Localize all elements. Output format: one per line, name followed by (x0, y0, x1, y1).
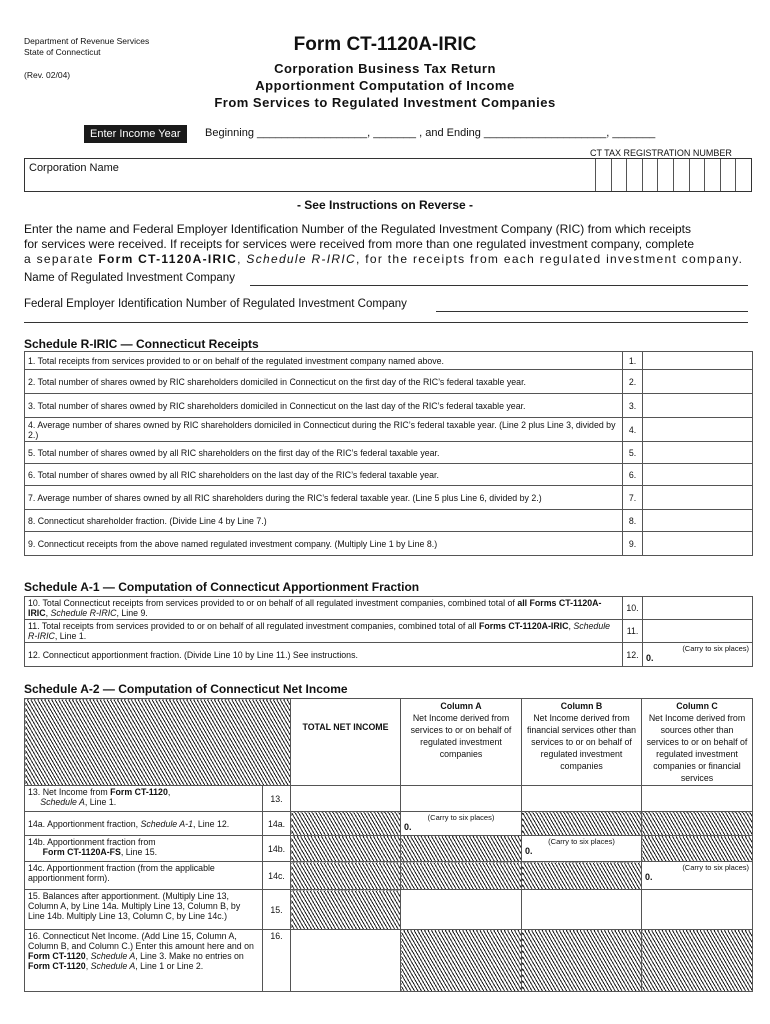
line-15-col-c-input[interactable] (642, 890, 753, 930)
schedule-ref: Schedule A-1 (140, 818, 193, 829)
line-13-col-c-input[interactable] (642, 786, 753, 812)
reg-digit-box[interactable] (626, 159, 642, 191)
line-14a-col-a-input[interactable] (401, 812, 522, 836)
revision-date: (Rev. 02/04) (24, 70, 71, 80)
hatched-cell (291, 836, 401, 862)
row-number: 14c. (28, 863, 45, 873)
line-number-label: 6. (623, 464, 643, 486)
row-description: Total number of shares owned by RIC shareholders domiciled in Connecticut on the last day of the RIC’s federal taxable year. (37, 400, 526, 411)
schedule-ref: Schedule R-IRIC (50, 608, 117, 618)
table-row (25, 643, 753, 667)
row-text: Total receipts from services provided to or on behalf of all regulated investment companies, combined total of all (41, 621, 480, 631)
row-description: Average number of shares owned by RIC shareholders domiciled in Connecticut during the RIC’s federal taxable year. (Line 2 plus Line 3, divided by 2.) (28, 419, 616, 440)
hatched-cell (522, 862, 642, 890)
row-text (25, 418, 623, 442)
line-14c-col-c-input[interactable] (642, 862, 753, 890)
form-ref: Form CT-1120 (28, 951, 86, 961)
row-number: 3. (28, 400, 36, 411)
row-text: , (568, 621, 574, 631)
line-amount-input[interactable] (643, 464, 753, 486)
hatched-cell (642, 812, 753, 836)
form-ref: all Forms CT-1120A-IRIC (28, 598, 602, 618)
table-row (25, 486, 753, 510)
row-text (25, 442, 623, 464)
row-text (25, 510, 623, 532)
line-number-label: 1. (623, 352, 643, 370)
decimal-prefix: 0. (404, 822, 412, 832)
column-desc: Net Income derived from sources other than services to or on behalf of regulated investment companies or financial services (646, 713, 748, 783)
line-amount-input[interactable] (643, 442, 753, 464)
table-row (25, 930, 753, 992)
table-row (25, 418, 753, 442)
hatched-cell (291, 812, 401, 836)
line-14c-label: 14c. (263, 862, 291, 890)
column-title: Column C (676, 701, 718, 711)
row-text (25, 394, 623, 418)
row-15-text (25, 890, 263, 930)
line-amount-input[interactable] (643, 370, 753, 394)
schedule-a1-title: Schedule A-1 — Computation of Connecticut Apportionment Fraction (24, 580, 420, 594)
subtitle-line-1: Corporation Business Tax Return (274, 61, 496, 76)
section-divider (24, 322, 748, 323)
table-row (25, 464, 753, 486)
intro-form-ref: Form CT-1120A-IRIC (98, 252, 238, 266)
line-amount-input[interactable] (643, 510, 753, 532)
row-12-text (25, 643, 623, 667)
line-11-input[interactable] (643, 620, 753, 643)
schedule-ref: Schedule A (40, 797, 85, 807)
row-text (25, 352, 623, 370)
schedule-a2-table (24, 698, 753, 992)
row-text (25, 486, 623, 510)
line-amount-input[interactable] (643, 352, 753, 370)
row-number: 2. (28, 376, 36, 387)
row-text: Connecticut apportionment fraction. (Divide Line 10 by Line 11.) See instructions. (42, 649, 358, 660)
ric-name-label: Name of Regulated Investment Company (24, 272, 235, 284)
row-text: , Line 3. Make no entries on (135, 951, 244, 961)
table-row (25, 890, 753, 930)
table-row (25, 812, 753, 836)
reg-digit-box[interactable] (657, 159, 673, 191)
schedule-ref: Schedule A (90, 961, 136, 971)
table-row (25, 620, 753, 643)
row-number: 12. (28, 649, 41, 660)
row-number: 1. (28, 355, 36, 366)
line-12-input[interactable] (643, 643, 753, 667)
line-number-label: 5. (623, 442, 643, 464)
reg-digit-box[interactable] (689, 159, 705, 191)
column-desc: Net Income derived from services to or on behalf of regulated investment companies (410, 713, 512, 759)
table-row (25, 597, 753, 620)
row-description: Total number of shares owned by RIC shareholders domiciled in Connecticut on the first day of the RIC’s federal taxable year. (37, 376, 526, 387)
row-number: 5. (28, 447, 36, 458)
see-instructions-note: - See Instructions on Reverse - (296, 198, 474, 212)
form-title: Form CT-1120A-IRIC (293, 34, 477, 55)
row-14c-text (25, 862, 263, 890)
row-number: 9. (28, 538, 36, 549)
row-text: Apportionment fraction from (47, 837, 156, 847)
row-description: Connecticut shareholder fraction. (Divide Line 4 by Line 7.) (37, 515, 267, 526)
corporation-name-row (24, 158, 752, 192)
schedule-ref: Schedule A (90, 951, 136, 961)
hatched-cell (642, 836, 753, 862)
row-description: Total number of shares owned by all RIC shareholders on the first day of the RIC’s federal taxable year. (37, 447, 440, 458)
table-row (25, 442, 753, 464)
line-14a-label: 14a. (263, 812, 291, 836)
hatched-cell (401, 862, 522, 890)
column-a-header (401, 699, 522, 786)
hatched-cell (291, 862, 401, 890)
reg-digit-box[interactable] (595, 159, 611, 191)
line-number-label: 4. (623, 418, 643, 442)
carry-note: (Carry to six places) (427, 813, 495, 822)
row-text: , (45, 608, 51, 618)
row-16-text (25, 930, 263, 992)
reg-digit-box[interactable] (642, 159, 658, 191)
row-number: 15. (28, 891, 41, 901)
registration-number-label: CT TAX REGISTRATION NUMBER (590, 148, 732, 158)
income-year-label: Enter Income Year (84, 125, 187, 143)
table-row (25, 532, 753, 556)
row-text: Total Connecticut receipts from services provided to or on behalf of all regulated investment companies, combined total of (42, 598, 518, 608)
line-amount-input[interactable] (643, 394, 753, 418)
intro-text: , (237, 252, 247, 266)
row-number: 4. (28, 419, 36, 430)
intro-text: a separate (24, 252, 99, 266)
line-14b-label: 14b. (263, 836, 291, 862)
hatched-cell (522, 812, 642, 836)
hatched-cell (522, 930, 642, 992)
subtitle-line-2: Apportionment Computation of Income (255, 78, 515, 93)
row-text (25, 532, 623, 556)
hatched-cell (401, 930, 522, 992)
intro-line-1: Enter the name and Federal Employer Identification Number of the Regulated Investment Company (RIC) from which receipts (24, 222, 691, 236)
row-11-text (25, 620, 623, 643)
line-10-label: 10. (623, 597, 643, 620)
line-number-label: 2. (623, 370, 643, 394)
row-number: 13. (28, 787, 41, 797)
carry-note: (Carry to six places) (548, 837, 615, 846)
line-16-label: 16. (263, 930, 291, 992)
row-13-text (25, 786, 263, 812)
row-description: Connecticut receipts from the above named regulated investment company. (Multiply Line 1 by Line 8.) (37, 538, 438, 549)
table-row (25, 394, 753, 418)
table-row (25, 352, 753, 370)
row-14a-text (25, 812, 263, 836)
state-name: State of Connecticut (24, 47, 101, 57)
schedule-r-table (24, 351, 753, 556)
fein-input-line[interactable] (436, 311, 748, 312)
schedule-ref: Schedule R-IRIC (28, 621, 611, 641)
line-amount-input[interactable] (643, 486, 753, 510)
row-text: Connecticut Net Income. (Add Line 15, Column A, Column B, and Column C.) Enter this amount here and on (28, 931, 254, 951)
column-title: Column A (440, 701, 482, 711)
row-text: , Line 1 or Line 2. (135, 961, 204, 971)
column-title: Column B (560, 701, 603, 711)
line-15-label: 15. (263, 890, 291, 930)
subtitle-line-3: From Services to Regulated Investment Companies (214, 95, 556, 110)
reg-digit-box[interactable] (720, 159, 736, 191)
line-amount-input[interactable] (643, 532, 753, 556)
line-13-label: 13. (263, 786, 291, 812)
row-text (25, 464, 623, 486)
form-ref: Form CT-1120A-FS (42, 847, 121, 857)
hatched-cell (291, 890, 401, 930)
intro-line-2: for services were received. If receipts for services were received from more than one regulated investment company, complete (24, 237, 695, 251)
form-ref: Forms CT-1120A-IRIC (479, 621, 569, 631)
intro-paragraph (24, 222, 750, 267)
line-amount-input[interactable] (643, 418, 753, 442)
intro-schedule-ref: Schedule R-IRIC (246, 252, 356, 266)
column-desc: Net Income derived from financial services other than services to or on behalf of regulated investment companies (526, 713, 637, 771)
row-number: 14a. (28, 818, 46, 829)
fein-label: Federal Employer Identification Number of Regulated Investment Company (24, 298, 407, 310)
row-text: , Line 9. (116, 608, 148, 618)
line-13-total-input[interactable] (291, 786, 401, 812)
row-text: , Line 15. (120, 847, 158, 857)
row-text: , (167, 787, 171, 797)
column-c-header (642, 699, 753, 786)
line-12-label: 12. (623, 643, 643, 667)
row-number: 11. (28, 621, 40, 631)
row-description: Total receipts from services provided to or on behalf of the regulated investment company named above. (37, 355, 444, 366)
row-text (25, 370, 623, 394)
row-text: , (85, 961, 91, 971)
row-description: Total number of shares owned by all RIC shareholders on the last day of the RIC’s federal taxable year. (37, 469, 439, 480)
row-text: Balances after apportionment. (Multiply Line 13, Column A, by Line 14a. Multiply Line 13, Column B, by Line 14b. Multiply Line 13, Column C, by Line 14c.) (28, 891, 241, 921)
row-text: , (85, 951, 91, 961)
row-number: 16. (28, 931, 41, 941)
income-year-period-fields[interactable]: Beginning __________________, _______ , and Ending ____________________, _______ (205, 127, 656, 139)
ric-name-input-line[interactable] (250, 285, 748, 286)
row-text: Apportionment fraction (from the applicable apportionment form). (28, 863, 215, 883)
intro-text: , for the receipts from each regulated investment company. (355, 252, 744, 266)
row-text: , Line 1. (84, 797, 117, 807)
form-ref: Form CT-1120 (28, 961, 86, 971)
total-net-income-header (291, 699, 401, 786)
line-15-col-b-input[interactable] (522, 890, 642, 930)
line-15-col-a-input[interactable] (401, 890, 522, 930)
line-13-col-b-input[interactable] (522, 786, 642, 812)
row-number: 14b. (28, 837, 46, 847)
decimal-prefix: 0. (646, 653, 654, 663)
carry-note: (Carry to six places) (682, 863, 749, 872)
row-number: 8. (28, 515, 36, 526)
line-14b-col-b-input[interactable] (522, 836, 642, 862)
schedule-r-title: Schedule R-IRIC — Connecticut Receipts (24, 337, 259, 351)
hatched-cell (401, 836, 522, 862)
form-subtitle (0, 60, 770, 111)
column-title: TOTAL NET INCOME (302, 722, 389, 732)
row-10-text (25, 597, 623, 620)
row-number: 7. (28, 492, 36, 503)
reg-digit-box[interactable] (673, 159, 689, 191)
row-text: , Line 12. (193, 818, 230, 829)
header-row (25, 699, 753, 786)
reg-digit-box[interactable] (704, 159, 720, 191)
row-description: Average number of shares owned by all RIC shareholders during the RIC’s federal taxable year. (Line 5 plus Line 6, divided by 2.) (37, 492, 542, 503)
row-number: 10. (28, 598, 41, 608)
line-number-label: 8. (623, 510, 643, 532)
table-row (25, 786, 753, 812)
carry-note: (Carry to six places) (682, 644, 749, 653)
decimal-prefix: 0. (525, 846, 533, 856)
column-b-header (522, 699, 642, 786)
intro-line-3 (24, 252, 750, 267)
line-16-total-input[interactable] (291, 930, 401, 992)
hatched-cell (25, 699, 291, 786)
row-number: 6. (28, 469, 36, 480)
reg-digit-box[interactable] (611, 159, 627, 191)
form-ref: Form CT-1120 (110, 787, 168, 797)
decimal-prefix: 0. (645, 872, 653, 882)
schedule-a2-title: Schedule A-2 — Computation of Connecticut Net Income (24, 682, 348, 696)
registration-number-boxes[interactable] (595, 159, 751, 191)
row-14b-text (25, 836, 263, 862)
line-number-label: 3. (623, 394, 643, 418)
line-11-label: 11. (623, 620, 643, 643)
line-number-label: 7. (623, 486, 643, 510)
row-text: Apportionment fraction, (47, 818, 141, 829)
table-row (25, 862, 753, 890)
table-row (25, 510, 753, 532)
hatched-cell (642, 930, 753, 992)
dept-name: Department of Revenue Services (24, 36, 150, 46)
line-10-input[interactable] (643, 597, 753, 620)
row-text: Net Income from (42, 787, 111, 797)
table-row (25, 370, 753, 394)
row-text: , Line 1. (54, 631, 87, 641)
corporation-name-label: Corporation Name (29, 162, 119, 174)
reg-digit-box[interactable] (735, 159, 751, 191)
line-number-label: 9. (623, 532, 643, 556)
line-13-col-a-input[interactable] (401, 786, 522, 812)
table-row (25, 836, 753, 862)
schedule-a1-table (24, 596, 753, 667)
